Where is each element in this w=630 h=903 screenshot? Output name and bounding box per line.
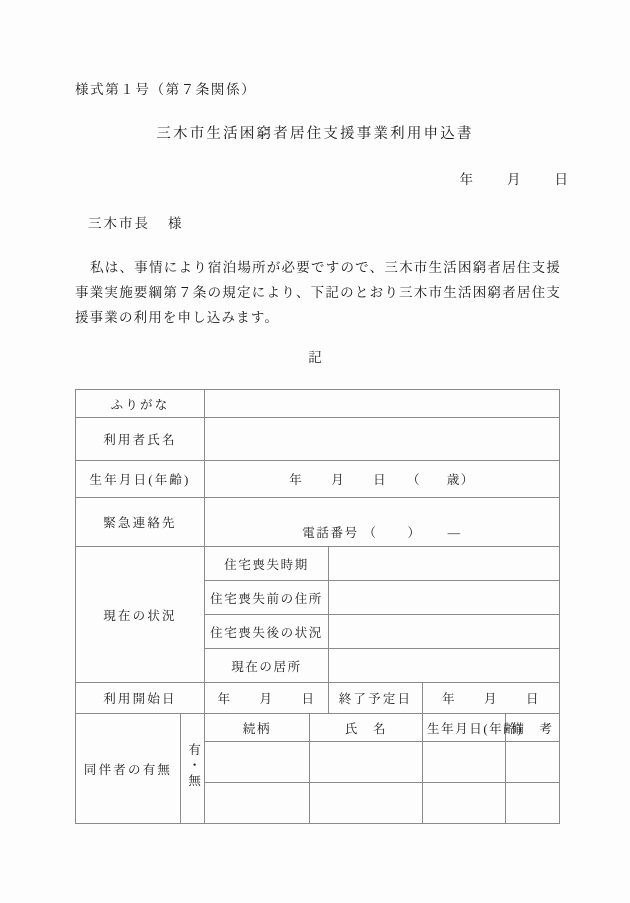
companion-1-dob[interactable]	[423, 742, 506, 783]
status-sub-label-housing-loss-time: 住宅喪失時期	[205, 547, 329, 581]
phone-dash: ―	[447, 526, 462, 540]
status-value-housing-loss-time[interactable]	[329, 547, 560, 581]
dob-month-label: 月	[331, 473, 346, 487]
addressee	[88, 212, 184, 232]
body-paragraph	[75, 255, 561, 330]
companion-1-name[interactable]	[310, 742, 423, 783]
companion-1-relation[interactable]	[205, 742, 310, 783]
companion-yesno-choice[interactable]	[181, 714, 205, 824]
companion-2-dob[interactable]	[423, 783, 506, 824]
dob-value[interactable]	[205, 461, 560, 498]
start-date-value[interactable]	[205, 683, 329, 714]
form-number: 様式第１号（第７条関係）	[75, 82, 257, 97]
dob-age-unit: 歳）	[446, 473, 475, 487]
application-table	[75, 389, 560, 824]
table-row-usage-period	[76, 683, 560, 714]
start-month-label: 月	[259, 692, 274, 706]
phone-paren-close: ）	[407, 526, 422, 540]
dob-label: 生年月日(年齢)	[76, 461, 205, 498]
dob-day-label: 日	[373, 473, 387, 487]
companion-presence-label: 同伴者の有無	[76, 714, 181, 824]
end-month-label: 月	[484, 692, 498, 706]
end-date-label: 終了予定日	[329, 683, 423, 714]
addressee-name: 三木市長	[88, 216, 150, 231]
start-year-label: 年	[217, 692, 232, 706]
date-month-label: 月	[507, 172, 521, 187]
start-date-label: 利用開始日	[76, 683, 205, 714]
table-row-companion-header	[76, 714, 560, 742]
table-row-status-1	[76, 547, 560, 581]
end-year-label: 年	[442, 692, 457, 706]
companion-col-header-dob: 生年月日(年齢)	[423, 714, 506, 742]
table-row-emergency-contact	[76, 498, 560, 547]
status-value-current-residence[interactable]	[329, 649, 560, 683]
submission-date-line	[0, 168, 630, 188]
companion-col-header-relation: 続柄	[205, 714, 310, 742]
start-day-label: 日	[301, 692, 316, 706]
table-row-furigana	[76, 390, 560, 418]
page-title: 三木市生活困窮者居住支援事業利用申込書	[156, 126, 474, 142]
status-sub-label-previous-address: 住宅喪失前の住所	[205, 581, 329, 615]
date-year-label: 年	[459, 172, 473, 187]
user-name-value[interactable]	[205, 418, 560, 461]
companion-yesno-text: 有・無	[186, 743, 201, 790]
ki-mark: 記	[308, 350, 322, 365]
dob-age-open-paren: （	[407, 473, 421, 487]
companion-col-header-name: 氏 名	[310, 714, 423, 742]
current-status-label: 現在の状況	[76, 547, 205, 683]
companion-2-name[interactable]	[310, 783, 423, 824]
companion-1-remarks[interactable]	[506, 742, 560, 783]
table-row-name	[76, 418, 560, 461]
end-day-label: 日	[525, 692, 540, 706]
companion-2-relation[interactable]	[205, 783, 310, 824]
furigana-label: ふりがな	[76, 390, 205, 418]
phone-paren-open: （	[363, 526, 378, 540]
furigana-value[interactable]	[205, 390, 560, 418]
end-date-value[interactable]	[423, 683, 560, 714]
companion-col-header-remarks: 備 考	[506, 714, 560, 742]
body-paragraph-text: 私は、事情により宿泊場所が必要ですので、三木市生活困窮者居住支援事業実施要綱第７条の規定により、下記のとおり三木市生活困窮者居住支援事業の利用を申し込みます。	[75, 260, 561, 325]
companion-2-remarks[interactable]	[506, 783, 560, 824]
status-sub-label-after-loss-situation: 住宅喪失後の状況	[205, 615, 329, 649]
table-row-dob	[76, 461, 560, 498]
user-name-label: 利用者氏名	[76, 418, 205, 461]
emergency-contact-value[interactable]	[205, 498, 560, 547]
status-sub-label-current-residence: 現在の居所	[205, 649, 329, 683]
emergency-contact-label: 緊急連絡先	[76, 498, 205, 547]
dob-year-label: 年	[289, 473, 304, 487]
status-value-previous-address[interactable]	[329, 581, 560, 615]
phone-number-label: 電話番号	[302, 526, 359, 540]
date-day-label: 日	[554, 172, 568, 187]
status-value-after-loss-situation[interactable]	[329, 615, 560, 649]
addressee-honorific: 様	[168, 216, 184, 231]
